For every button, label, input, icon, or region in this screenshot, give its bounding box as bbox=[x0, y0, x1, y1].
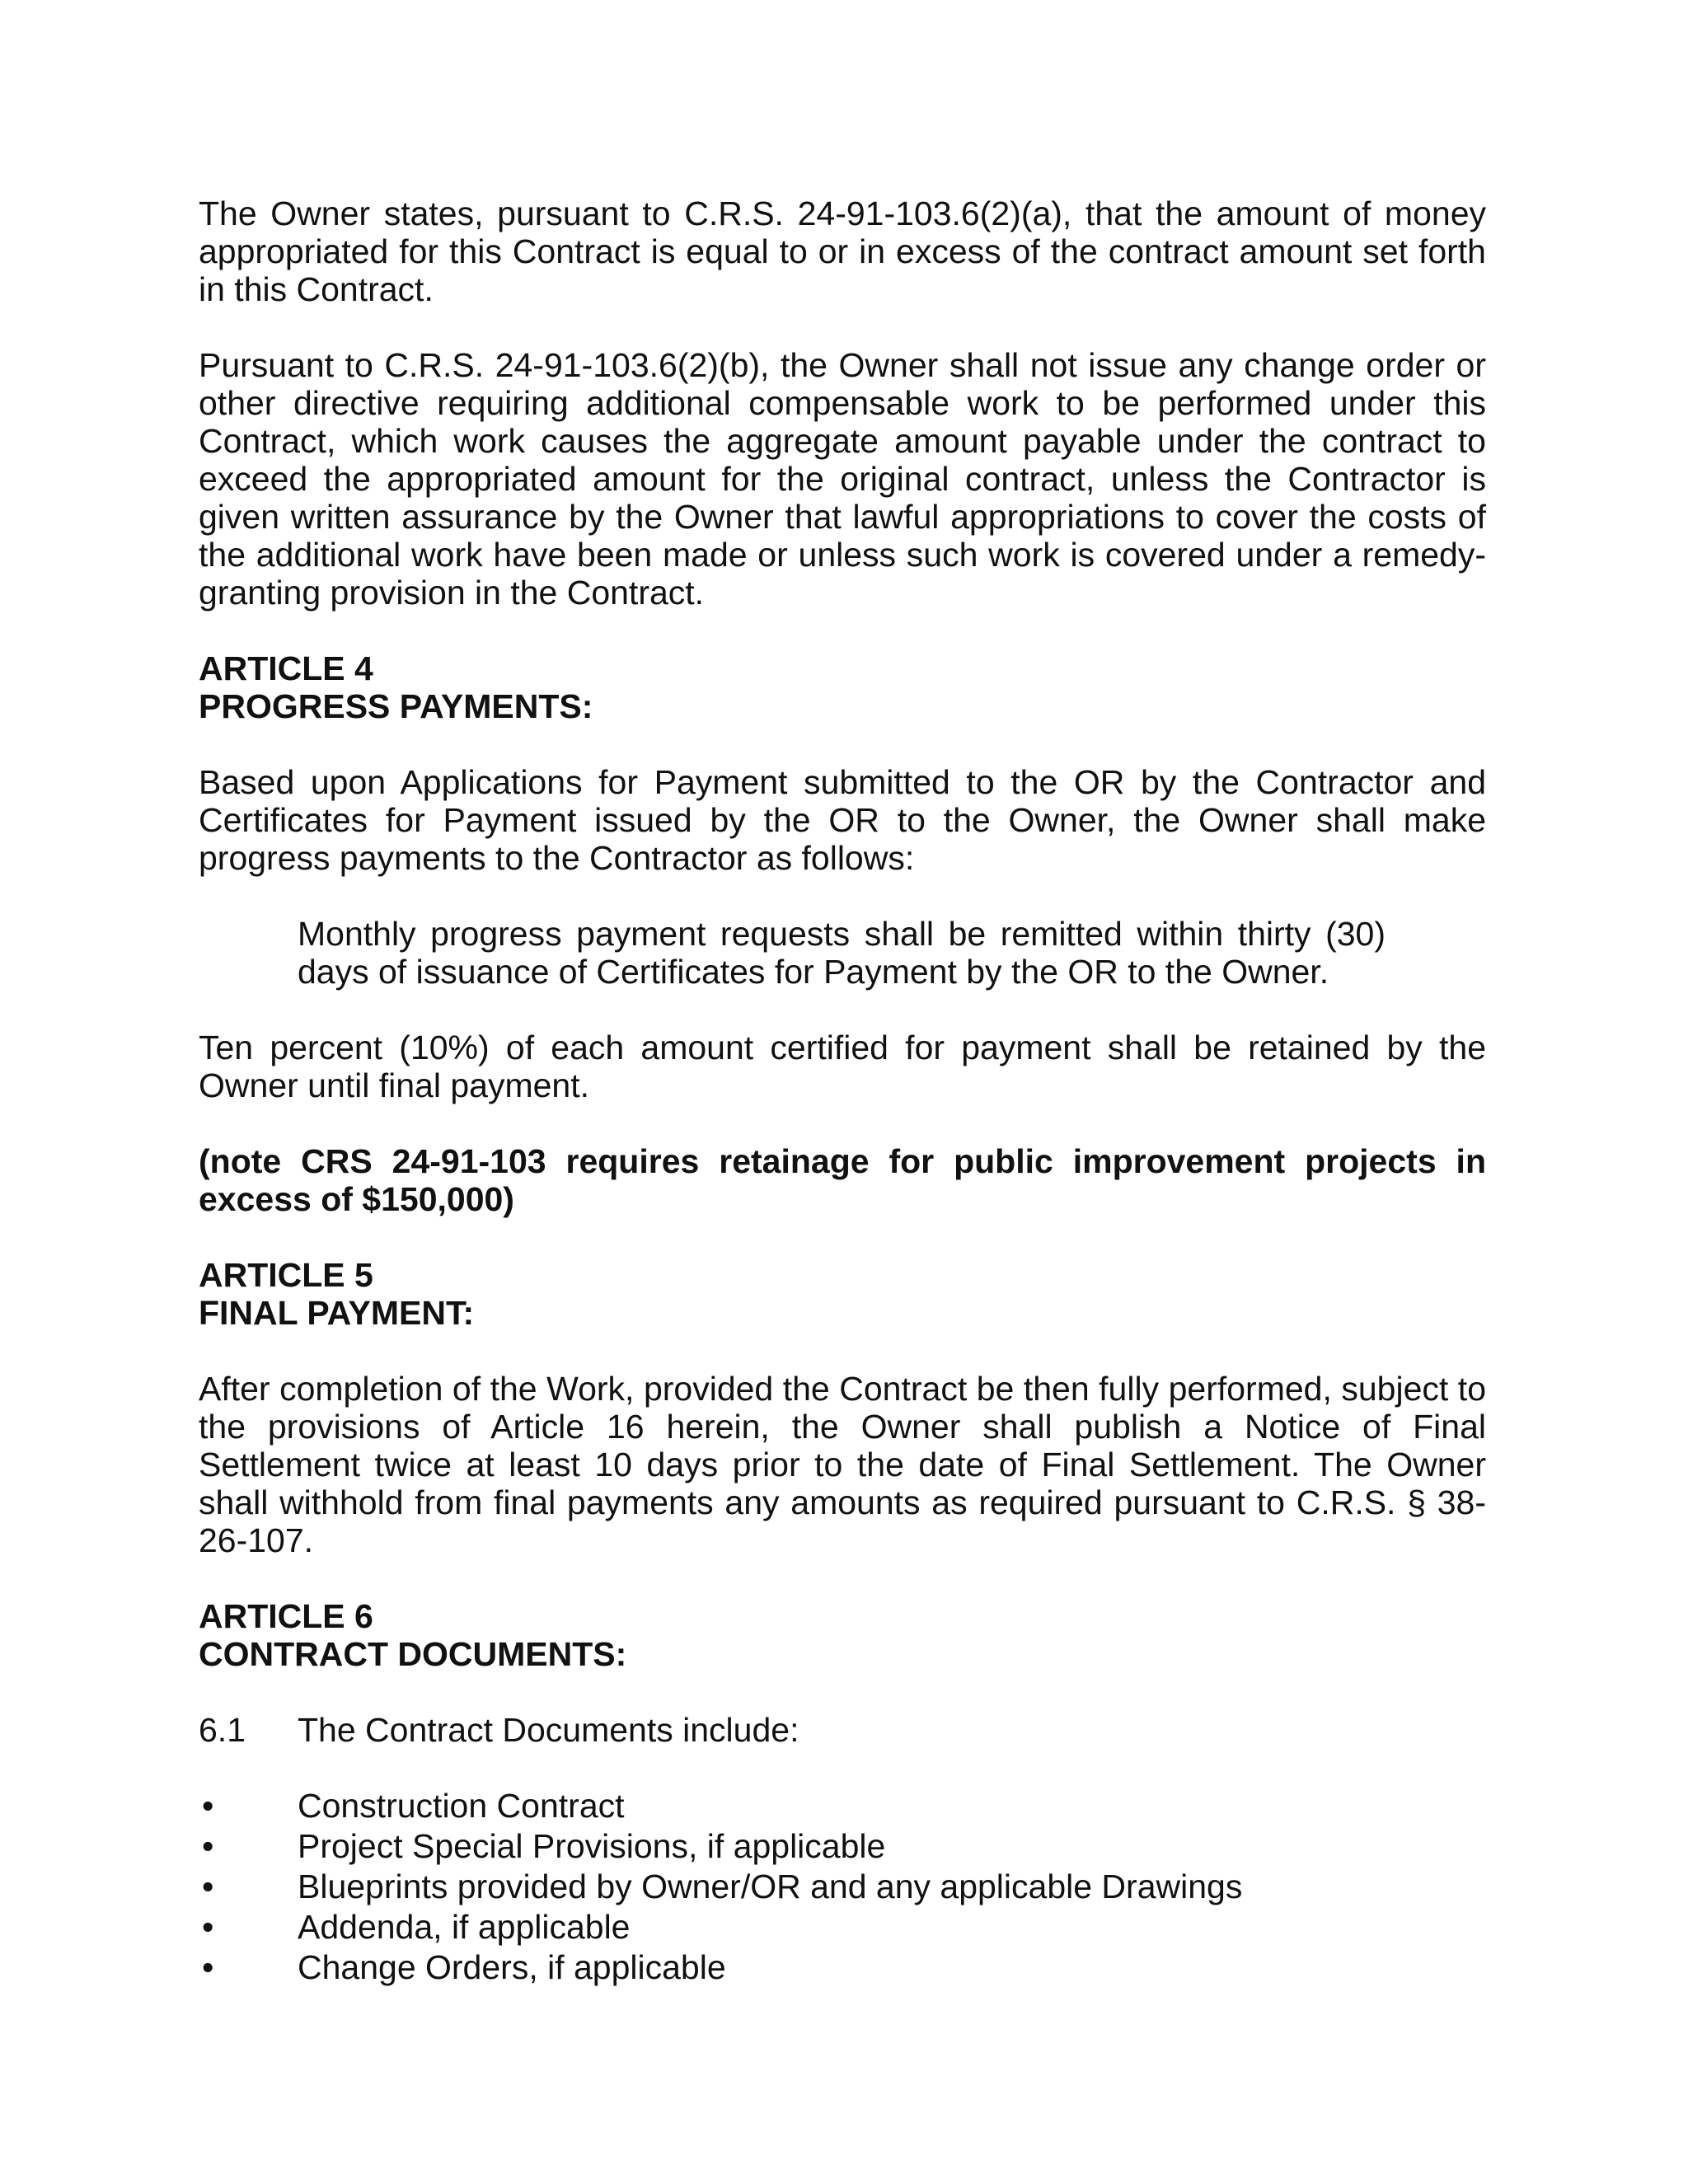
contract-documents-list bbox=[199, 1787, 1486, 1989]
list-item-text: Blueprints provided by Owner/OR and any applicable Drawings bbox=[298, 1868, 1243, 1905]
section-number: 6.1 bbox=[199, 1711, 246, 1749]
retainage-paragraph: Ten percent (10%) of each amount certified for payment shall be retained by the Owner until final payment. bbox=[199, 1029, 1486, 1104]
list-item bbox=[199, 1948, 1486, 1989]
bullet-icon: • bbox=[202, 1827, 214, 1865]
section-text: The Contract Documents include: bbox=[298, 1711, 799, 1749]
page-content bbox=[199, 194, 1486, 1989]
article-4-number: ARTICLE 4 bbox=[199, 649, 373, 687]
list-item bbox=[199, 1827, 1486, 1868]
article-6-number: ARTICLE 6 bbox=[199, 1597, 373, 1635]
list-item bbox=[199, 1908, 1486, 1948]
list-item-text: Construction Contract bbox=[298, 1787, 625, 1825]
progress-payments-paragraph: Based upon Applications for Payment submitted to the OR by the Contractor and Certificates for Payment issued by the OR to the Owner, the Owner shall make progress payments to the Contractor as follows: bbox=[199, 763, 1486, 877]
article-6-title: CONTRACT DOCUMENTS: bbox=[199, 1635, 627, 1673]
monthly-payment-clause: Monthly progress payment requests shall be remitted within thirty (30) days of issuance of Certificates for Payment by the OR to the Owner. bbox=[298, 915, 1386, 991]
bullet-icon: • bbox=[202, 1787, 214, 1825]
list-item-text: Project Special Provisions, if applicable bbox=[298, 1827, 886, 1865]
change-order-paragraph: Pursuant to C.R.S. 24-91-103.6(2)(b), the Owner shall not issue any change order or other directive requiring additional compensable work to be performed under this Contract, which work causes the aggregate amount payable under the contract to exceed the appropriated amount for the original contract, unless the Contractor is given written assurance by the Owner that lawful appropriations to cover the costs of the additional work have been made or unless such work is covered under a remedy-granting provision in the Contract. bbox=[199, 346, 1486, 612]
list-item-text: Addenda, if applicable bbox=[298, 1908, 631, 1946]
list-item-text: Change Orders, if applicable bbox=[298, 1948, 726, 1986]
final-payment-paragraph: After completion of the Work, provided the Contract be then fully performed, subject to the provisions of Article 16 herein, the Owner shall publish a Notice of Final Settlement twice at least 10 days prior to the date of Final Settlement. The Owner shall withhold from final payments any amounts as required pursuant to C.R.S. § 38-26-107. bbox=[199, 1370, 1486, 1559]
list-item bbox=[199, 1868, 1486, 1908]
article-4-title: PROGRESS PAYMENTS: bbox=[199, 687, 593, 725]
article-5-number: ARTICLE 5 bbox=[199, 1256, 373, 1294]
list-item bbox=[199, 1787, 1486, 1827]
retainage-note: (note CRS 24-91-103 requires retainage for public improvement projects in excess of $150,000) bbox=[199, 1142, 1486, 1218]
section-6-1 bbox=[199, 1711, 1486, 1749]
bullet-icon: • bbox=[202, 1948, 214, 1986]
bullet-icon: • bbox=[202, 1908, 214, 1946]
bullet-icon: • bbox=[202, 1868, 214, 1905]
article-5-title: FINAL PAYMENT: bbox=[199, 1294, 475, 1332]
appropriation-paragraph: The Owner states, pursuant to C.R.S. 24-91-103.6(2)(a), that the amount of money appropriated for this Contract is equal to or in excess of the contract amount set forth in this Contract. bbox=[199, 194, 1486, 308]
